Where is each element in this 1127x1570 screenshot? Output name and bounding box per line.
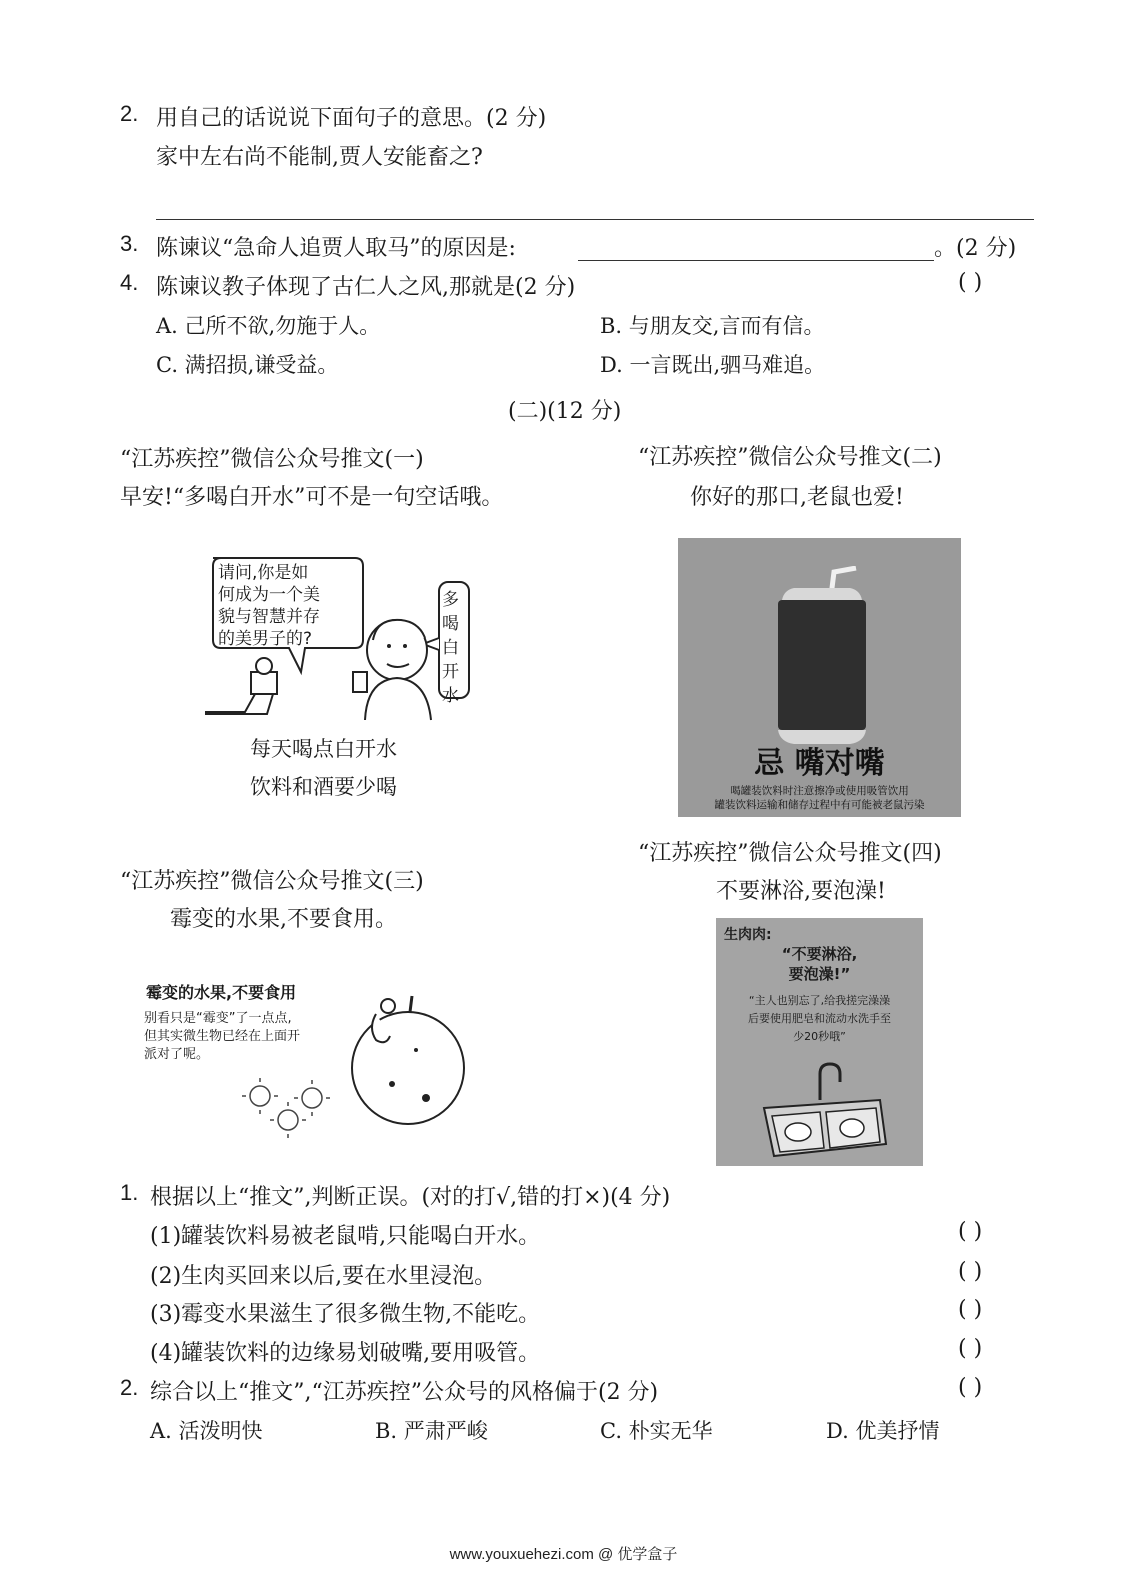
meat-icon: [785, 1123, 811, 1141]
post4-card: [716, 918, 923, 1166]
worm-icon: [381, 999, 395, 1013]
post4-subtitle: 不要淋浴,要泡澡!: [716, 879, 886, 904]
q4-option-d: D. 一言既出,驷马难追。: [600, 353, 826, 377]
germ-icon: [250, 1086, 322, 1130]
p2q2-option-a: A. 活泼明快: [150, 1419, 263, 1443]
card-text-line: 后要使用肥皂和流动水洗手至: [748, 1012, 891, 1025]
post1-subtitle: 早安!“多喝白开水”可不是一句空话哦。: [120, 485, 504, 510]
post1-caption: [250, 730, 397, 806]
judge-item-2-paren[interactable]: ( ): [958, 1259, 983, 1284]
q4-text: 陈谏议教子体现了古仁人之风,那就是(2 分): [156, 275, 576, 300]
q2-number: 2.: [120, 101, 139, 126]
p2q2-text: 综合以上“推文”,“江苏疾控”公众号的风格偏于(2 分): [150, 1380, 659, 1405]
fruit-icon: [352, 1012, 464, 1124]
p2q2-option-b: B. 严肃严峻: [375, 1419, 488, 1443]
mold-card-line: 但其实微生物已经在上面开: [144, 1029, 301, 1044]
post3-subtitle: 霉变的水果,不要食用。: [170, 907, 397, 932]
card-text-line: 少20秒哦”: [793, 1030, 846, 1043]
judge-item-1-paren[interactable]: ( ): [958, 1219, 983, 1244]
card-text: [716, 992, 923, 1046]
p2q2-option-c: C. 朴实无华: [600, 1419, 713, 1443]
q2-text: 用自己的话说说下面句子的意思。(2 分): [156, 106, 547, 131]
judge-item-4: (4)罐装饮料的边缘易划破嘴,要用吸管。: [150, 1341, 541, 1366]
post3-heading: “江苏疾控”微信公众号推文(三): [120, 869, 424, 894]
p2q2-answer-paren[interactable]: ( ): [958, 1375, 983, 1400]
mold-card-line: 派对了呢。: [144, 1047, 210, 1062]
bubble-line: 何成为一个美: [218, 585, 320, 605]
judge-item-1: (1)罐装饮料易被老鼠啃,只能喝白开水。: [150, 1224, 541, 1249]
poster-title: 忌 嘴对嘴: [754, 746, 885, 781]
caption-line: 每天喝点白开水: [250, 737, 397, 761]
card-text-line: “主人也别忘了,给我搓完澡澡: [748, 994, 891, 1007]
water-cup-icon: [353, 672, 367, 692]
footer-watermark: www.youxuehezi.com @ 优学盒子: [449, 1546, 678, 1563]
q4-answer-paren[interactable]: ( ): [958, 270, 983, 295]
q3-answer-line[interactable]: [578, 260, 934, 261]
caption-line: 饮料和酒要少喝: [250, 775, 397, 799]
post1-heading: “江苏疾控”微信公众号推文(一): [120, 447, 424, 472]
poster-small-line: 罐装饮料运输和储存过程中有可能被老鼠污染: [714, 799, 925, 811]
judge-item-3: (3)霉变水果滋生了很多微生物,不能吃。: [150, 1302, 541, 1327]
post4-heading: “江苏疾控”微信公众号推文(四): [638, 841, 942, 866]
microphone-icon: [251, 672, 277, 694]
mold-card-line: 别看只是“霉变”了一点点,: [144, 1011, 292, 1026]
q2-quote: 家中左右尚不能制,贾人安能畜之?: [156, 145, 483, 170]
p2q2-option-d: D. 优美抒情: [826, 1419, 940, 1443]
bubble-line: 请问,你是如: [218, 563, 309, 583]
card-label: 生肉肉:: [724, 927, 772, 943]
post2-subtitle: 你好的那口,老鼠也爱!: [690, 485, 904, 510]
drink-can-icon: [774, 566, 870, 746]
q4-option-b: B. 与朋友交,言而有信。: [600, 314, 825, 338]
section-2-title: (二)(12 分): [508, 399, 622, 424]
q3-tail: 。(2 分): [934, 236, 1017, 261]
q3-text: 陈谏议“急命人追贾人取马”的原因是:: [156, 236, 516, 261]
bubble-line: 的美男子的?: [218, 629, 313, 649]
mold-card-title: 霉变的水果,不要食用: [146, 983, 297, 1002]
q4-option-a: A. 己所不欲,勿施于人。: [156, 314, 381, 338]
judge-item-4-paren[interactable]: ( ): [958, 1336, 983, 1361]
post2-heading: “江苏疾控”微信公众号推文(二): [638, 445, 942, 470]
poster-small-line: 喝罐装饮料时注意擦净或使用吸管饮用: [730, 785, 909, 797]
post2-poster: [678, 538, 961, 817]
p2q1-text: 根据以上“推文”,判断正误。(对的打√,错的打×)(4 分): [150, 1185, 671, 1210]
sink-illustration: [760, 1060, 890, 1160]
bubble-right-text: 多喝白开水: [442, 590, 459, 706]
p2q1-number: 1.: [120, 1180, 139, 1205]
moldy-fruit-illustration: [240, 988, 472, 1146]
bubble-left-text: [218, 562, 320, 650]
p2q2-number: 2.: [120, 1375, 139, 1400]
q4-option-c: C. 满招损,谦受益。: [156, 353, 339, 377]
judge-item-3-paren[interactable]: ( ): [958, 1297, 983, 1322]
card-quote-line: 要泡澡!”: [788, 965, 851, 983]
q3-number: 3.: [120, 231, 139, 256]
q4-number: 4.: [120, 270, 139, 295]
poster-small-text: [678, 784, 961, 812]
bubble-line: 貌与智慧并存: [218, 607, 320, 627]
q2-answer-line[interactable]: [156, 219, 1034, 220]
judge-item-2: (2)生肉买回来以后,要在水里浸泡。: [150, 1264, 497, 1289]
card-quote-line: “不要淋浴,: [781, 945, 858, 963]
card-quote: [716, 944, 923, 984]
